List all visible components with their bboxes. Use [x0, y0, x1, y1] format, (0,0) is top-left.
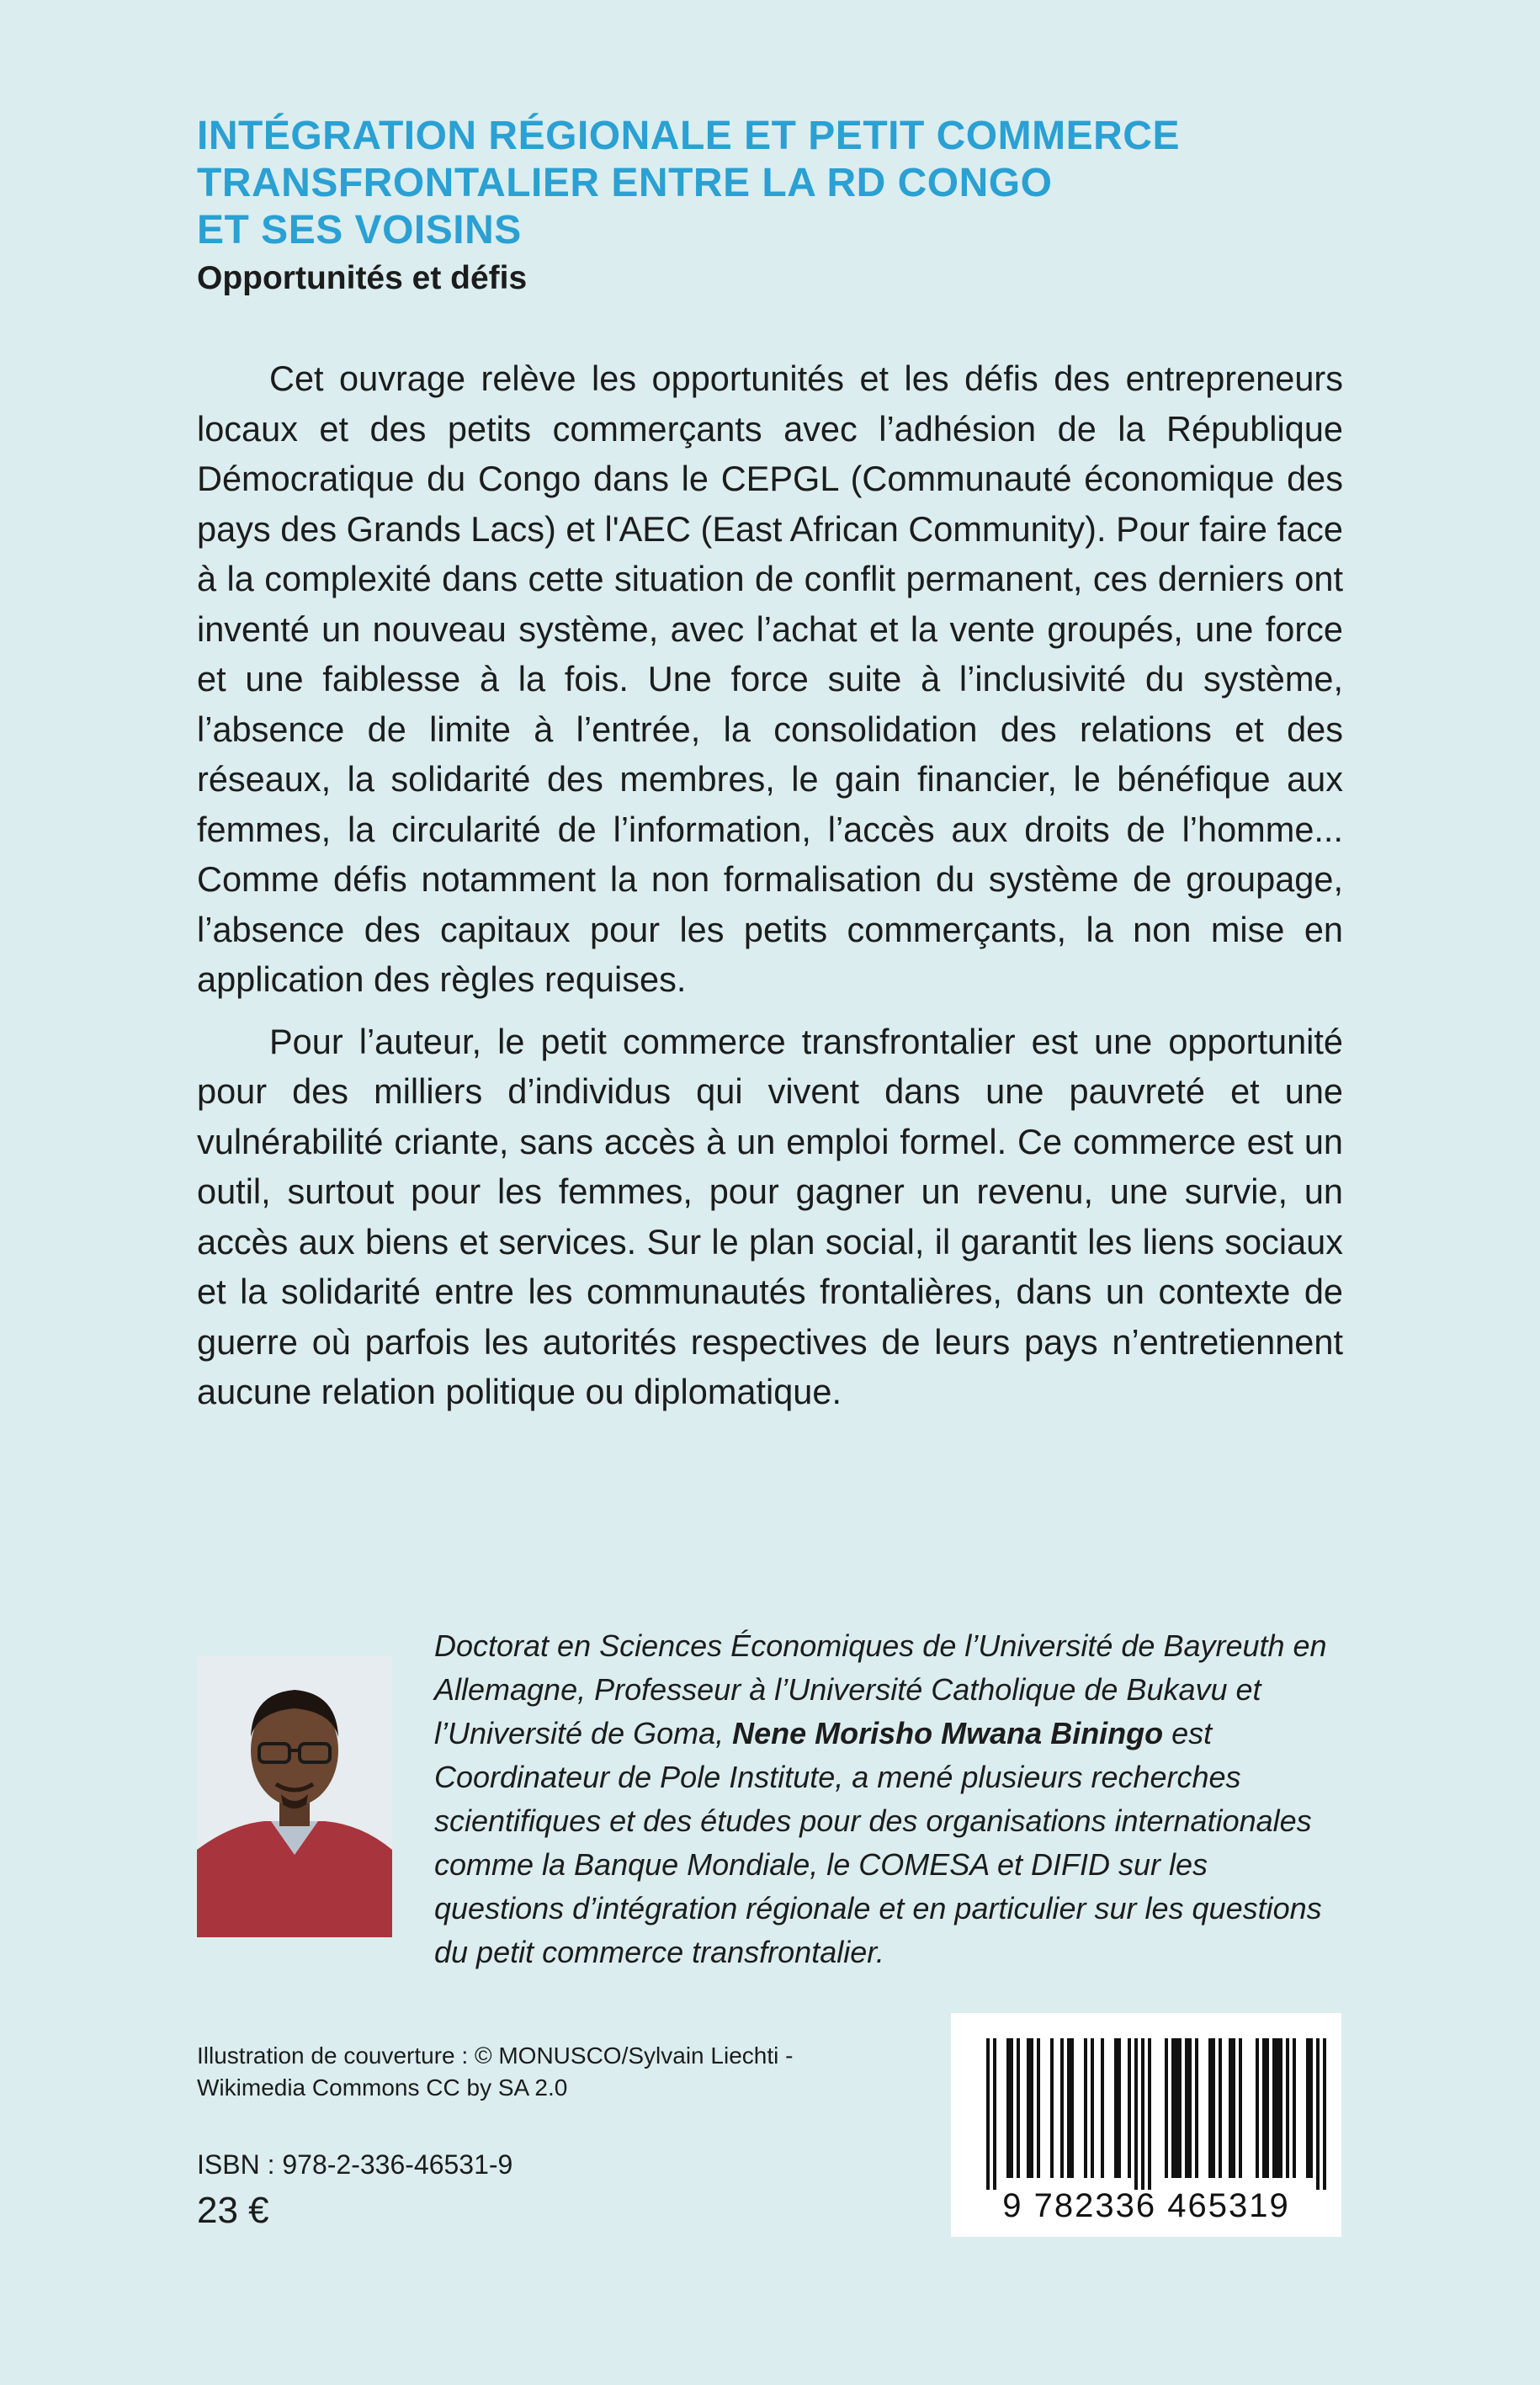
author-bio: [434, 1624, 1343, 1974]
barcode-bar: [1239, 2038, 1242, 2178]
barcode-bar: [1114, 2038, 1121, 2178]
price: 23 €: [197, 2190, 269, 2231]
barcode-bar: [1141, 2038, 1144, 2190]
barcode-bar: [1017, 2038, 1020, 2178]
summary-paragraph-1: Cet ouvrage relève les opportunités et les défis des entrepreneurs locaux et des petits commerçants avec l’adhésion de la République Démocratique du Congo dans le CEPGL (Communauté économique des pays des Grands Lacs) et l'AEC (East African Community). Pour faire face à la complexité dans cette situation de conflit permanent, ces derniers ont inventé un nouveau système, avec l’achat et la vente groupés, une force et une faiblesse à la fois. Une force suite à l’inclusivité du système, l’absence de limite à l’entrée, la consolidation des relations et des réseaux, la solidarité des membres, le gain financier, le bénéfique aux femmes, la circularité de l’information, l’accès aux droits de l’homme... Comme défis notamment la non formalisation du système de groupage, l’absence des capitaux pour les petits commerçants, la non mise en application des règles requises.: [197, 359, 1343, 999]
barcode-bar: [1134, 2038, 1138, 2190]
book-summary: [197, 353, 1343, 1429]
barcode: [951, 2013, 1341, 2237]
barcode-bar: [1067, 2038, 1074, 2178]
barcode-bar: [1323, 2038, 1326, 2190]
barcode-bar: [1171, 2038, 1182, 2178]
barcode-bar: [1316, 2038, 1320, 2190]
book-title-line-3: ET SES VOISINS: [197, 208, 522, 252]
barcode-bar: [1084, 2038, 1087, 2178]
barcode-bar: [1148, 2038, 1151, 2190]
barcode-bar: [1195, 2038, 1198, 2178]
barcode-bar: [1256, 2038, 1259, 2178]
isbn: ISBN : 978-2-336-46531-9: [197, 2149, 513, 2180]
barcode-bar: [1037, 2038, 1040, 2178]
book-title-line-2: TRANSFRONTALIER ENTRE LA RD CONGO: [197, 161, 1053, 205]
barcode-bar: [1101, 2038, 1104, 2178]
barcode-bar: [1128, 2038, 1131, 2178]
book-title-line-1: INTÉGRATION RÉGIONALE ET PETIT COMMERCE: [197, 114, 1180, 158]
barcode-bar: [1208, 2038, 1215, 2178]
barcode-bar: [1006, 2038, 1013, 2178]
author-bio-rest: est Coordinateur de Pole Institute, a mené plusieurs recherches scientifiques et des études pour des organisations internationales comme la Banque Mondiale, le COMESA et DIFID sur les questions d’intégration régionale et en particulier sur les questions du petit commerce transfrontalier.: [434, 1716, 1322, 1969]
barcode-bar: [1306, 2038, 1313, 2178]
barcode-bar: [1272, 2038, 1282, 2178]
barcode-bar: [1286, 2038, 1289, 2178]
book-subtitle: Opportunités et défis: [197, 260, 528, 296]
book-title: [197, 113, 1375, 254]
barcode-bar: [1165, 2038, 1168, 2178]
barcode-bar: [1219, 2038, 1222, 2178]
barcode-bar: [1262, 2038, 1269, 2178]
author-photo: [197, 1656, 392, 1937]
barcode-bar: [993, 2038, 996, 2190]
summary-paragraph-2: Pour l’auteur, le petit commerce transfrontalier est une opportunité pour des milliers d’individus qui vivent dans une pauvreté et une vulnérabilité criante, sans accès à un emploi formel. Ce commerce est un outil, surtout pour les femmes, pour gagner un revenu, une survie, un accès aux biens et services. Sur le plan social, il garantit les liens sociaux et la solidarité entre les communautés frontalières, dans un contexte de guerre où parfois les autorités respectives de leurs pays n’entretiennent aucune relation politique ou diplomatique.: [197, 1021, 1343, 1411]
barcode-bar: [1185, 2038, 1192, 2178]
credit-line-1: Illustration de couverture : © MONUSCO/Sylvain Liechti -: [197, 2042, 794, 2069]
barcode-bar: [1091, 2038, 1094, 2178]
barcode-digits: 9 782336 465319: [1002, 2187, 1290, 2224]
barcode-bar: [1060, 2038, 1064, 2178]
barcode-bar: [1293, 2038, 1296, 2178]
barcode-bar: [1229, 2038, 1235, 2178]
barcode-bar: [1050, 2038, 1054, 2178]
barcode-bar: [986, 2038, 990, 2190]
author-bio-intro: Doctorat en Sciences Économiques de l’Université de Bayreuth en Allemagne, Professeur à l’Université Catholique de Bukavu et l’Université de Goma,: [434, 1628, 1327, 1750]
barcode-bar: [1027, 2038, 1033, 2178]
cover-illustration-credit: [197, 2040, 793, 2104]
credit-line-2: Wikimedia Commons CC by SA 2.0: [197, 2074, 568, 2101]
author-name: Nene Morisho Mwana Biningo: [732, 1716, 1164, 1750]
